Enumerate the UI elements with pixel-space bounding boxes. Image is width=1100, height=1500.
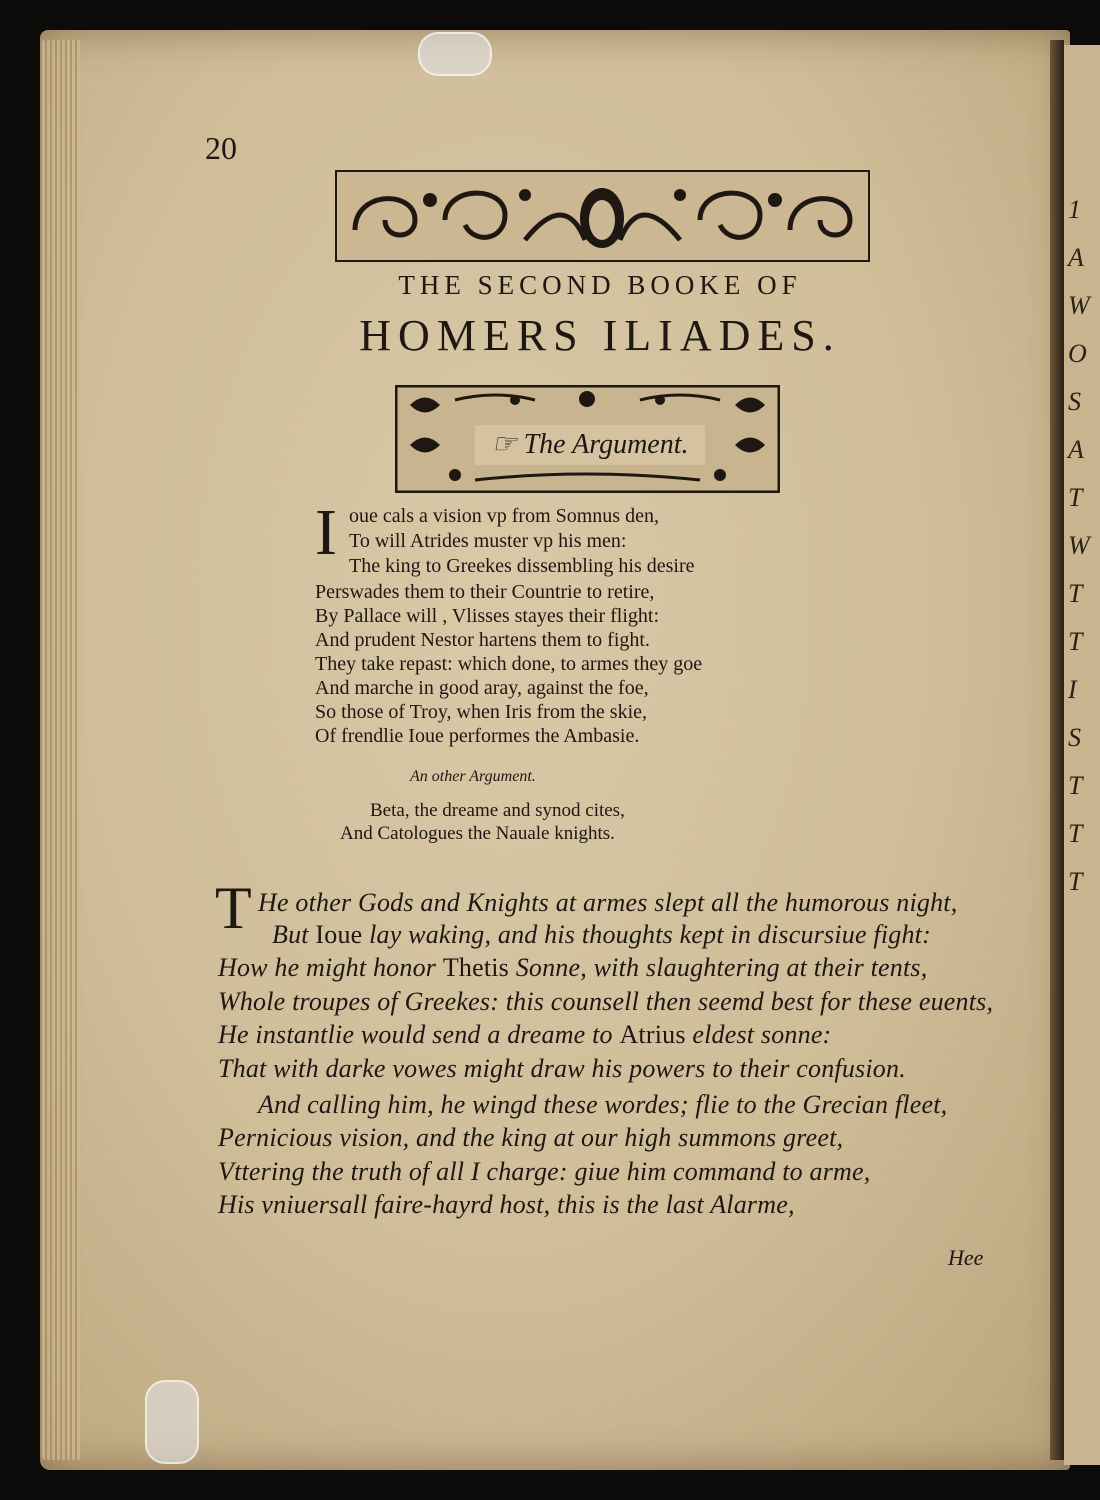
facing-page-glyph: A xyxy=(1068,243,1084,272)
ornamental-headpiece xyxy=(335,170,870,262)
facing-page-glyph: T xyxy=(1068,627,1083,656)
facing-page-glyph: 1 xyxy=(1068,195,1081,224)
verse-line: He other Gods and Knights at armes slept all the humorous night, xyxy=(258,888,958,917)
facing-page-glyph: O xyxy=(1068,339,1087,368)
verse-line: Vttering the truth of all I charge: giue him command to arme, xyxy=(218,1157,871,1186)
facing-page-glyph: A xyxy=(1068,435,1084,464)
argument-line: To will Atrides muster vp his men: xyxy=(349,530,627,552)
facing-page-glyph: T xyxy=(1068,771,1083,800)
facing-page-edge xyxy=(1064,45,1100,1465)
verse-line: His vniuersall faire-hayrd host, this is the last Alarme, xyxy=(218,1190,795,1219)
argument-line: Perswades them to their Countrie to retire, xyxy=(315,581,655,603)
facing-page-glyph: S xyxy=(1068,387,1081,416)
facing-page-glyph: S xyxy=(1068,723,1081,752)
argument-line: The king to Greekes dissembling his desire xyxy=(349,555,695,577)
facing-page-glyph: T xyxy=(1068,579,1083,608)
page-number: 20 xyxy=(205,130,237,166)
other-argument-heading: An other Argument. xyxy=(410,768,536,785)
argument-line: And marche in good aray, against the foe, xyxy=(315,677,649,699)
verse-line: But Ioue lay waking, and his thoughts kept in discursiue fight: xyxy=(272,920,931,949)
catchword: Hee xyxy=(948,1245,984,1270)
facing-page-glyph: I xyxy=(1068,675,1077,704)
work-title: HOMERS ILIADES. xyxy=(359,311,841,360)
verse-line: And calling him, he wingd these wordes; flie to the Grecian fleet, xyxy=(258,1090,948,1119)
page-clip-top xyxy=(418,32,492,76)
argument-line: And prudent Nestor hartens them to fight. xyxy=(315,629,650,651)
verse-line: How he might honor Thetis Sonne, with slaughtering at their tents, xyxy=(218,953,928,982)
facing-page-glyph: W xyxy=(1068,291,1090,320)
book-gutter xyxy=(1050,40,1064,1460)
verse-line: Whole troupes of Greekes: this counsell then seemd best for these euents, xyxy=(218,987,994,1016)
verse-line: He instantlie would send a dreame to Atrius eldest sonne: xyxy=(218,1020,832,1049)
other-argument-line: Beta, the dreame and synod cites, xyxy=(370,800,625,821)
argument-line: oue cals a vision vp from Somnus den, xyxy=(349,505,659,527)
pointing-hand-icon: ☞ xyxy=(491,429,517,460)
page-edges xyxy=(40,40,80,1460)
book-title: THE SECOND BOOKE OF xyxy=(398,270,802,300)
argument-heading-text: The Argument. xyxy=(523,429,689,460)
facing-page-glyph: W xyxy=(1068,531,1090,560)
argument-drop-cap: I xyxy=(315,496,337,569)
facing-page-glyph: T xyxy=(1068,819,1083,848)
verse-drop-cap: T xyxy=(215,875,252,941)
verse-line: Pernicious vision, and the king at our high summons greet, xyxy=(218,1123,844,1152)
other-argument-line: And Catologues the Nauale knights. xyxy=(340,823,615,844)
facing-page-glyph: T xyxy=(1068,867,1083,896)
argument-line: Of frendlie Ioue performes the Ambasie. xyxy=(315,725,640,747)
argument-line: They take repast: which done, to armes they goe xyxy=(315,653,703,675)
argument-line: So those of Troy, when Iris from the skie, xyxy=(315,701,648,723)
argument-line: By Pallace will , Vlisses stayes their flight: xyxy=(315,605,660,627)
verse-line: That with darke vowes might draw his powers to their confusion. xyxy=(218,1054,906,1083)
argument-heading xyxy=(475,425,705,465)
page-clip-bottom xyxy=(145,1380,199,1464)
facing-page-glyph: T xyxy=(1068,483,1083,512)
